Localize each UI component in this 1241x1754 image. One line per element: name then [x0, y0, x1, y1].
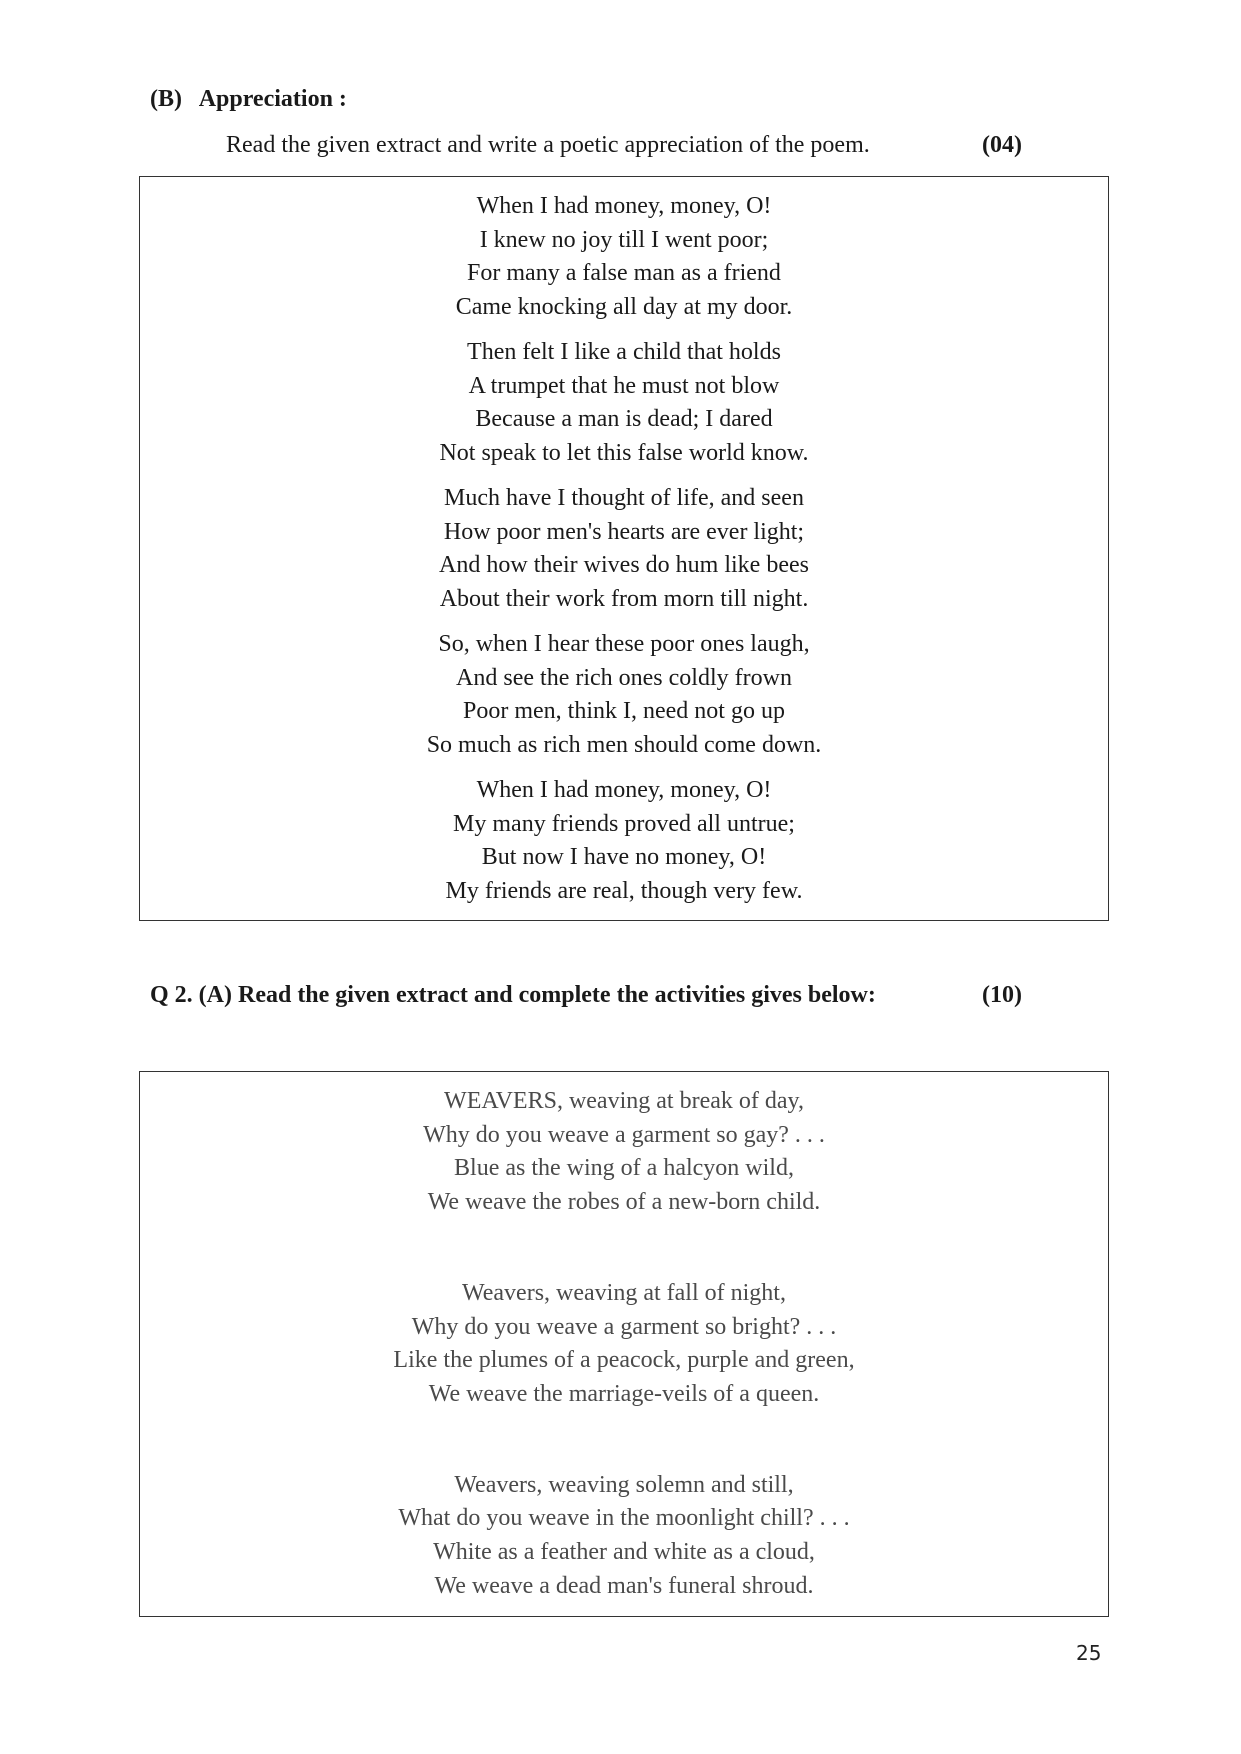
section-b-label: (B)	[150, 86, 182, 112]
section-b-heading	[150, 84, 347, 114]
poem-line: Like the plumes of a peacock, purple and green,	[393, 1347, 855, 1374]
poem-line: WEAVERS, weaving at break of day,	[444, 1088, 804, 1114]
poem-2-stanza	[140, 1469, 1108, 1604]
poem-line: Why do you weave a garment so gay? . . .	[423, 1121, 825, 1148]
poem-line: When I had money, money, O!	[476, 193, 772, 219]
poem-line: Because a man is dead; I dared	[475, 406, 773, 432]
poem-line: For many a false man as a friend	[467, 260, 781, 286]
poem-2-stanza	[140, 1277, 1108, 1412]
poem-line: We weave a dead man's funeral shroud.	[434, 1572, 814, 1599]
poem-line: White as a feather and white as a cloud,	[433, 1539, 815, 1566]
poem-extract-box-2	[139, 1071, 1109, 1617]
poem-line: What do you weave in the moonlight chill? . . .	[398, 1505, 850, 1532]
poem-line: My many friends proved all untrue;	[453, 810, 795, 837]
poem-line: We weave the robes of a new-born child.	[427, 1189, 821, 1216]
poem-1-stanza	[140, 628, 1108, 762]
question-2-marks: (10)	[982, 982, 1022, 1008]
poem-line: Weavers, weaving at fall of night,	[462, 1279, 786, 1306]
poem-line: About their work from morn till night.	[439, 585, 809, 612]
poem-line: My friends are real, though very few.	[445, 877, 803, 904]
poem-line: But now I have no money, O!	[481, 844, 767, 870]
poem-line: Not speak to let this false world know.	[439, 439, 809, 466]
poem-line: How poor men's hearts are ever light;	[443, 518, 805, 545]
poem-line: Much have I thought of life, and seen	[444, 485, 804, 511]
poem-line: We weave the marriage-veils of a queen.	[428, 1380, 820, 1407]
poem-1-stanza	[140, 336, 1108, 470]
appreciation-instruction: Read the given extract and write a poetic appreciation of the poem.	[226, 132, 870, 158]
poem-line: Poor men, think I, need not go up	[463, 698, 785, 724]
section-b-title: Appreciation :	[198, 86, 347, 112]
poem-1-stanza	[140, 774, 1108, 908]
poem-line: Weavers, weaving solemn and still,	[454, 1471, 794, 1498]
poem-line: So much as rich men should come down.	[426, 731, 822, 758]
poem-line: So, when I hear these poor ones laugh,	[438, 631, 810, 657]
poem-extract-box-1	[139, 176, 1109, 921]
poem-line: And how their wives do hum like bees	[439, 552, 809, 578]
poem-line: And see the rich ones coldly frown	[456, 664, 792, 691]
poem-line: Why do you weave a garment so bright? . . .	[411, 1313, 837, 1340]
poem-1-stanza	[140, 190, 1108, 324]
poem-line: Came knocking all day at my door.	[455, 293, 793, 320]
question-2-heading: Q 2. (A) Read the given extract and complete the activities gives below:	[150, 982, 876, 1008]
poem-line: Then felt I like a child that holds	[467, 339, 781, 365]
poem-2-stanza	[140, 1085, 1108, 1220]
poem-line: Blue as the wing of a halcyon wild,	[454, 1155, 794, 1182]
poem-1-stanza	[140, 482, 1108, 616]
poem-line: I knew no joy till I went poor;	[479, 226, 769, 253]
poem-line: When I had money, money, O!	[476, 777, 772, 803]
section-b-marks: (04)	[982, 132, 1022, 158]
page-number: 25	[1076, 1641, 1102, 1665]
poem-line: A trumpet that he must not blow	[468, 372, 780, 399]
